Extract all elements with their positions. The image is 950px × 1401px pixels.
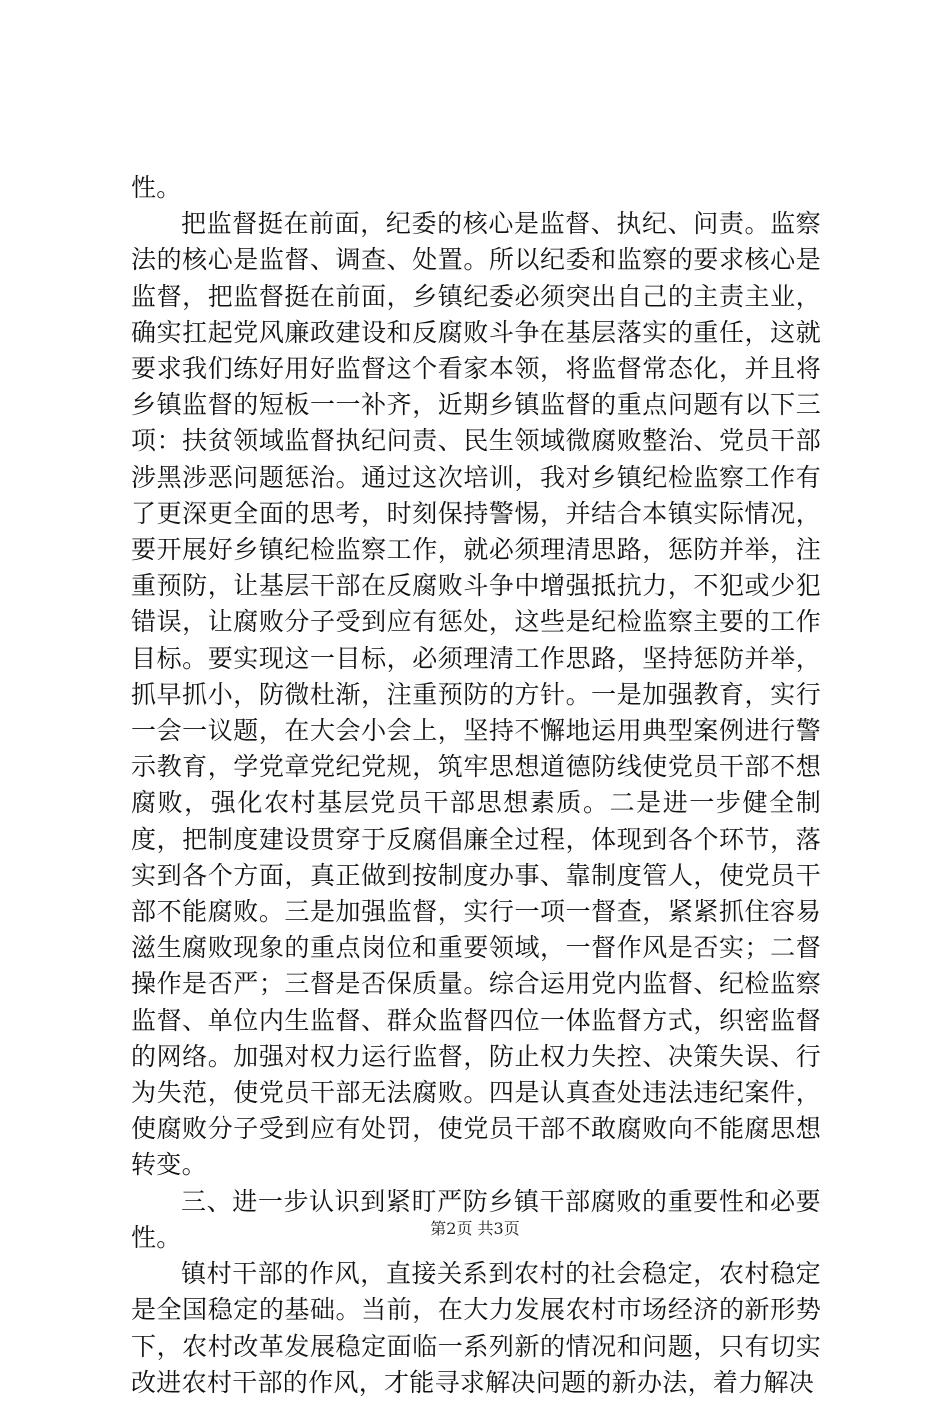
paragraph-continuation: 性。 xyxy=(131,173,182,202)
section-heading-three: 三、进一步认识到紧盯严防乡镇干部腐败的重要性和必要性。 xyxy=(131,1186,821,1252)
paragraph-supervision: 把监督挺在前面，纪委的核心是监督、执纪、问责。监察法的核心是监督、调查、处置。所以纪委和监察的要求核心是监督，把监督挺在前面，乡镇纪委必须突出自己的主责主业，确实扛起党风廉政建设和反腐败斗争在基层落实的重任，这就要求我们练好用好监督这个看家本领，将监督常态化，并且将乡镇监督的短板一一补齐，近期乡镇监督的重点问题有以下三项：扶贫领域监督执纪问责、民生领域微腐败整治、党员干部涉黑涉恶问题惩治。通过这次培训，我对乡镇纪检监察工作有了更深更全面的思考，时刻保持警惕，并结合本镇实际情况，要开展好乡镇纪检监察工作，就必须理清思路，惩防并举，注重预防，让基层干部在反腐败斗争中增强抵抗力，不犯或少犯错误，让腐败分子受到应有惩处，这些是纪检监察主要的工作目标。要实现这一目标，必须理清工作思路，坚持惩防并举，抓早抓小，防微杜渐，注重预防的方针。一是加强教育，实行一会一议题，在大会小会上，坚持不懈地运用典型案例进行警示教育，学党章党纪党规，筑牢思想道德防线使党员干部不想腐败，强化农村基层党员干部思想素质。二是进一步健全制度，把制度建设贯穿于反腐倡廉全过程，体现到各个环节，落实到各个方面，真正做到按制度办事、靠制度管人，使党员干部不能腐败。三是加强监督，实行一项一督查，紧紧抓住容易滋生腐败现象的重点岗位和重要领域，一督作风是否实；二督操作是否严；三督是否保质量。综合运用党内监督、纪检监察监督、单位内生监督、群众监督四位一体监督方式，织密监督的网络。加强对权力运行监督，防止权力失控、决策失误、行为失范，使党员干部无法腐败。四是认真查处违法违纪案件，使腐败分子受到应有处罚，使党员干部不敢腐败向不能腐思想转变。 xyxy=(131,209,821,1180)
page-number-footer: 第2页 共3页 xyxy=(430,1219,520,1238)
paragraph-village-cadres: 镇村干部的作风，直接关系到农村的社会稳定，农村稳定是全国稳定的基础。当前，在大力发展农村市场经济的新形势下，农村改革发展稳定面临一系列新的情况和问题，只有切实改进农村干部的作风，才能寻求解决问题的新办法，着力解决 xyxy=(131,1259,821,1397)
